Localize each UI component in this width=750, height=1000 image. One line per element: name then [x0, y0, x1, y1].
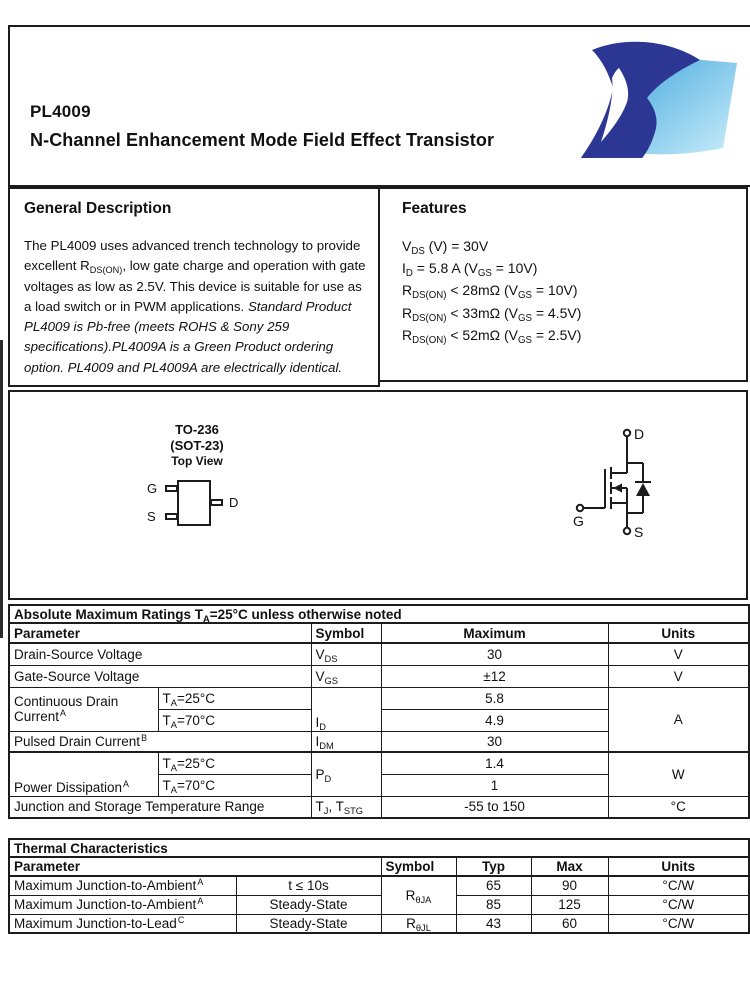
gate-pin-label: G — [147, 481, 158, 496]
features-heading: Features — [402, 200, 467, 217]
table-row — [9, 876, 749, 895]
drain-pin-label: D — [229, 495, 239, 510]
col-parameter: Parameter — [9, 857, 381, 876]
source-pin — [165, 513, 178, 520]
units-id: A — [608, 687, 749, 752]
symbol-pd: $P_D$ — [311, 752, 381, 796]
gate-pin — [165, 485, 178, 492]
table-row — [9, 839, 749, 857]
param-rja-ss: Maximum Junction-to-Ambient$^A$ — [9, 895, 236, 914]
typ-rja-ss: 85 — [456, 895, 531, 914]
cond-id-25: $T_A=25^\circ C$ — [158, 687, 311, 709]
max-vgs: ±12 — [381, 665, 608, 687]
mosfet-symbol — [570, 415, 690, 545]
col-units: Units — [608, 623, 749, 643]
package-body — [177, 480, 211, 526]
units-vgs: V — [608, 665, 749, 687]
units-pd: W — [608, 752, 749, 796]
symbol-rjl: $R_{\theta JL}$ — [381, 914, 456, 933]
col-maximum: Maximum — [381, 623, 608, 643]
symbol-source-label: S — [634, 524, 644, 540]
max-idm: 30 — [381, 731, 608, 752]
param-id: Continuous Drain Current$^A$ — [9, 687, 158, 731]
general-description-text: The PL4009 uses advanced trench technology to provide excellent $R_{DS(ON)}$, low gate charge and operation with gate voltages as low as 2.5V. This device is suitable for use as a load switch or in PWM applications. Standard Product PL4009 is Pb-free (meets ROHS & Sony 259 specifications).PL4009A is a Green Product ordering option. PL4009 and PL4009A are electrically identical. — [24, 238, 366, 375]
feature-item: $R_{DS(ON)} < 28m\Omega$ $(V_{GS} = 10V)$ — [402, 282, 578, 302]
max-vds: 30 — [381, 643, 608, 665]
symbol-vds: $V_{DS}$ — [311, 643, 381, 665]
abs-max-table — [8, 604, 750, 819]
max-pd-70: 1 — [381, 774, 608, 796]
col-max: Max — [531, 857, 608, 876]
table-row — [9, 857, 749, 876]
max-rjl: 60 — [531, 914, 608, 933]
col-typ: Typ — [456, 857, 531, 876]
param-rja-pulse: Maximum Junction-to-Ambient$^A$ — [9, 876, 236, 895]
thermal-title: Thermal Characteristics — [9, 839, 749, 857]
col-symbol: Symbol — [311, 623, 381, 643]
symbol-rja: $R_{\theta JA}$ — [381, 876, 456, 914]
table-row — [9, 796, 749, 818]
param-tj: Junction and Storage Temperature Range — [9, 796, 311, 818]
symbol-idm: $I_{DM}$ — [311, 731, 381, 752]
typ-rjl: 43 — [456, 914, 531, 933]
max-rja-pulse: 90 — [531, 876, 608, 895]
symbol-gate-label: G — [573, 513, 584, 529]
package-drawing — [130, 414, 270, 544]
max-id-25: 5.8 — [381, 687, 608, 709]
feature-item: $R_{DS(ON)} < 52m\Omega$ $(V_{GS} = 2.5V)$ — [402, 326, 582, 346]
feature-item: $I_D = 5.8$ A $(V_{GS} = 10V)$ — [402, 260, 538, 280]
units-rjl: °C/W — [608, 914, 749, 933]
col-units: Units — [608, 857, 749, 876]
col-parameter: Parameter — [9, 623, 311, 643]
param-vgs: Gate-Source Voltage — [9, 665, 311, 687]
param-rjl: Maximum Junction-to-Lead$^C$ — [9, 914, 236, 933]
general-description-heading: General Description — [24, 200, 172, 217]
abs-max-title: Absolute Maximum Ratings $T_A=25^\circ C$ unless otherwise noted — [9, 605, 749, 623]
cond-rja-ss: Steady-State — [236, 895, 381, 914]
package-alt-name: (SOT-23) — [170, 438, 224, 453]
source-pin-label: S — [147, 509, 156, 524]
units-vds: V — [608, 643, 749, 665]
cond-pd-25: $T_A=25^\circ C$ — [158, 752, 311, 774]
symbol-tj: $T_J$, $T_{STG}$ — [311, 796, 381, 818]
symbol-id: $I_D$ — [311, 687, 381, 731]
symbol-vgs: $V_{GS}$ — [311, 665, 381, 687]
brand-logo-icon — [575, 38, 740, 158]
table-row — [9, 665, 749, 687]
package-name: TO-236 — [175, 422, 219, 437]
feature-item: $V_{DS}$ (V) = 30V — [402, 238, 489, 257]
units-rja-pulse: °C/W — [608, 876, 749, 895]
drain-pin — [210, 499, 223, 506]
cond-rjl: Steady-State — [236, 914, 381, 933]
page-title: N-Channel Enhancement Mode Field Effect Transistor — [30, 130, 495, 150]
package-view-label: Top View — [171, 454, 223, 468]
param-pd: Power Dissipation$^A$ — [9, 752, 158, 796]
cond-rja-pulse: t ≤ 10s — [236, 876, 381, 895]
symbol-drain-label: D — [634, 426, 645, 442]
table-row — [9, 643, 749, 665]
max-id-70: 4.9 — [381, 709, 608, 731]
table-row — [9, 752, 749, 774]
features-section — [380, 187, 748, 382]
channel-arrow — [613, 484, 622, 493]
table-row — [9, 605, 749, 623]
typ-rja-pulse: 65 — [456, 876, 531, 895]
units-rja-ss: °C/W — [608, 895, 749, 914]
feature-item: $R_{DS(ON)} < 33m\Omega$ $(V_{GS} = 4.5V)$ — [402, 304, 582, 324]
part-number: PL4009 — [30, 102, 91, 121]
param-vds: Drain-Source Voltage — [9, 643, 311, 665]
units-tj: °C — [608, 796, 749, 818]
features-list — [402, 235, 746, 346]
thermal-table — [8, 838, 750, 934]
general-description-section — [8, 187, 380, 387]
col-symbol: Symbol — [381, 857, 456, 876]
table-row — [9, 895, 749, 914]
scan-artifact — [0, 340, 3, 638]
max-tj: -55 to 150 — [381, 796, 608, 818]
table-row — [9, 687, 749, 709]
cond-pd-70: $T_A=70^\circ C$ — [158, 774, 311, 796]
body-diode — [636, 483, 650, 496]
max-pd-25: 1.4 — [381, 752, 608, 774]
cond-id-70: $T_A=70^\circ C$ — [158, 709, 311, 731]
table-row — [9, 914, 749, 933]
table-row — [9, 623, 749, 643]
param-idm: Pulsed Drain Current$^B$ — [9, 731, 311, 752]
max-rja-ss: 125 — [531, 895, 608, 914]
